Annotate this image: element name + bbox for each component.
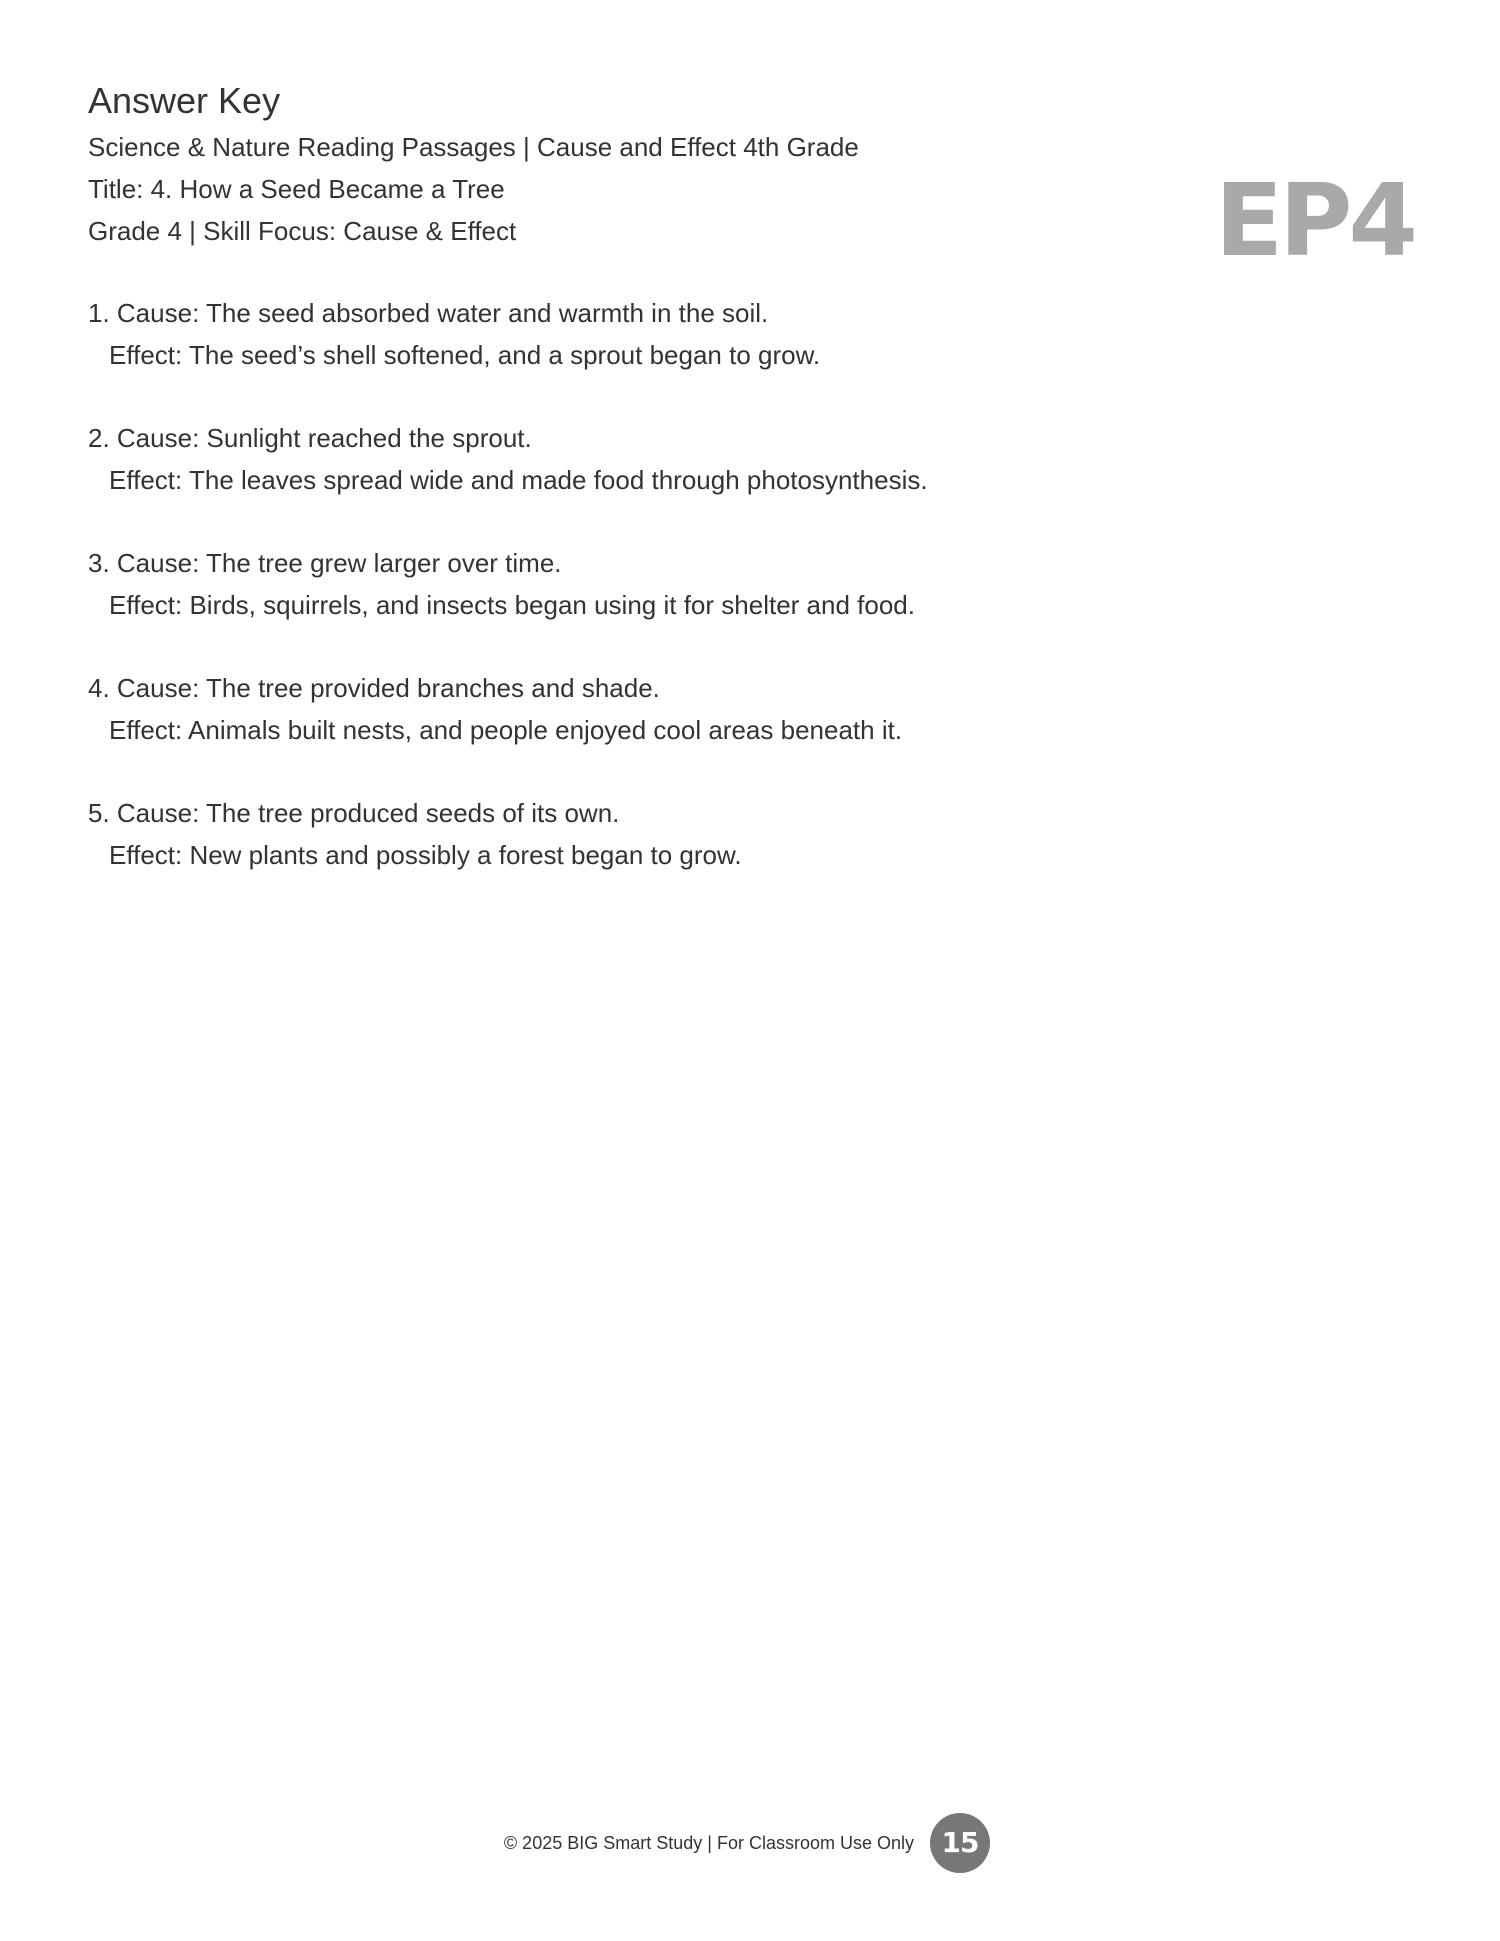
cause-text: 1. Cause: The seed absorbed water and warmth in the soil. (88, 298, 769, 328)
effect-text: Effect: The seed’s shell softened, and a sprout began to grow. (109, 340, 821, 370)
effect-text: Effect: Birds, squirrels, and insects began using it for shelter and food. (109, 590, 915, 620)
effect-text: Effect: The leaves spread wide and made food through photosynthesis. (109, 465, 928, 495)
copyright-text: © 2025 BIG Smart Study | For Classroom Use Only (503, 1833, 914, 1853)
header (88, 76, 1088, 252)
answer-item-3 (88, 542, 1288, 626)
cause-text: 3. Cause: The tree grew larger over time. (88, 548, 562, 578)
page-number-badge: 15 (930, 1813, 990, 1873)
grade-skill-line: Grade 4 | Skill Focus: Cause & Effect (88, 216, 517, 246)
cause-text: 2. Cause: Sunlight reached the sprout. (88, 423, 532, 453)
answer-item-4 (88, 667, 1288, 751)
page-title: Answer Key (88, 80, 281, 121)
answer-list (88, 292, 1288, 917)
series-subtitle: Science & Nature Reading Passages | Cause and Effect 4th Grade (88, 132, 859, 162)
passage-title: Title: 4. How a Seed Became a Tree (88, 174, 505, 204)
effect-text: Effect: Animals built nests, and people enjoyed cool areas beneath it. (109, 715, 903, 745)
answer-item-1 (88, 292, 1288, 376)
footer (0, 1813, 1500, 1873)
answer-item-5 (88, 792, 1288, 876)
episode-badge: EP4 (1214, 162, 1414, 279)
cause-text: 5. Cause: The tree produced seeds of its own. (88, 798, 620, 828)
answer-item-2 (88, 417, 1288, 501)
cause-text: 4. Cause: The tree provided branches and shade. (88, 673, 660, 703)
effect-text: Effect: New plants and possibly a forest began to grow. (109, 840, 742, 870)
